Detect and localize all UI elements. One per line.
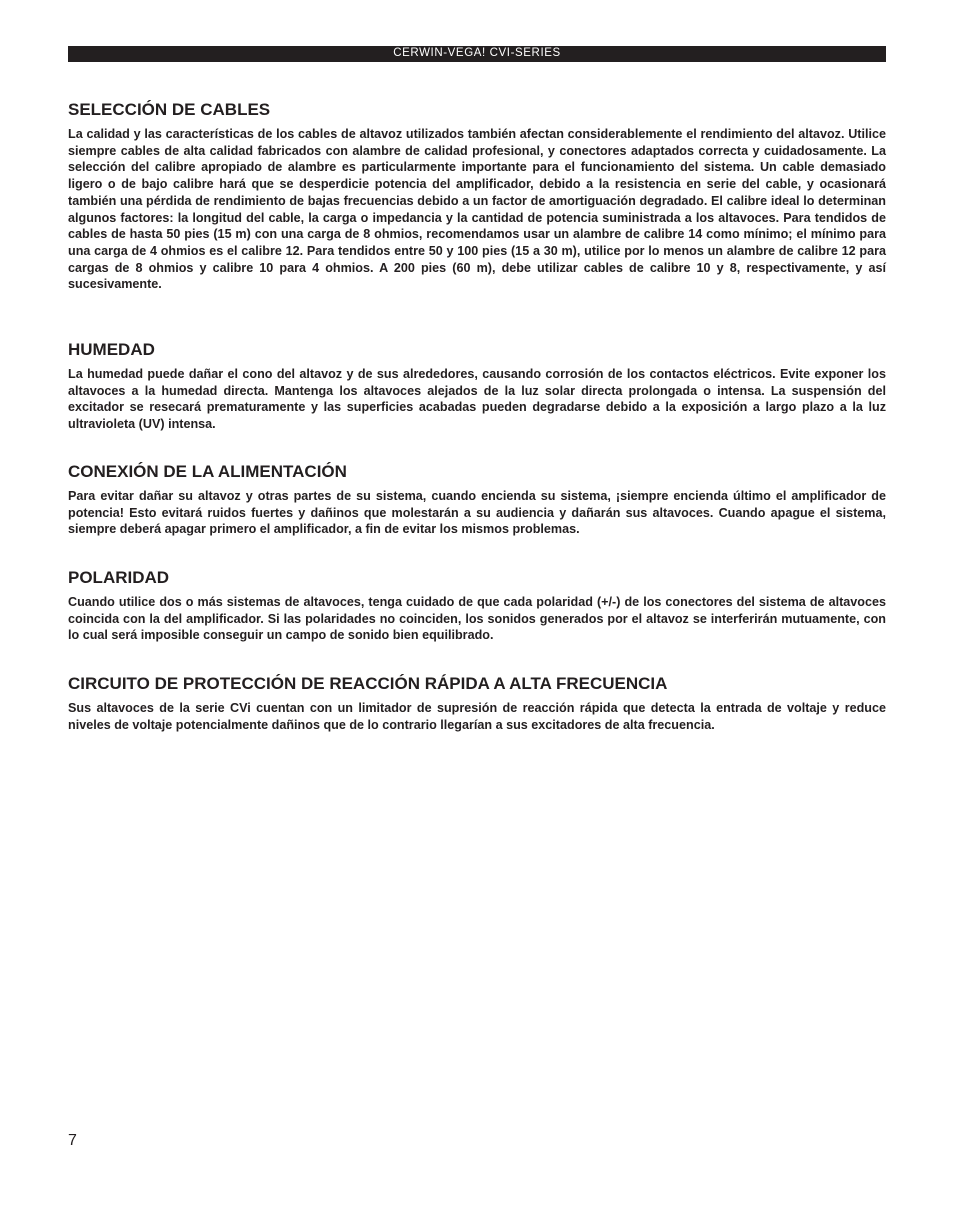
page-number: 7 <box>68 1132 77 1149</box>
section-heading: SELECCIÓN DE CABLES <box>68 100 271 119</box>
section-polarity <box>68 568 886 644</box>
section-heading: CONEXIÓN DE LA ALIMENTACIÓN <box>68 462 347 481</box>
section-body: Para evitar dañar su altavoz y otras partes de su sistema, cuando encienda su sistema, ¡siempre encienda último el amplificador de potencia! Esto evitará ruidos fuertes y dañinos que molestarán a su audiencia y dañarán sus altavoces. Cuando apague el sistema, siempre deberá apagar primero el amplificador, a fin de evitar los mismos problemas. <box>68 489 886 537</box>
section-body: Sus altavoces de la serie CVi cuentan con un limitador de supresión de reacción rápida que detecta la entrada de voltaje y reduce niveles de voltaje potencialmente dañinos que de lo contrario llegarían a sus excitadores de alta frecuencia. <box>68 701 886 732</box>
section-power-connection <box>68 462 886 538</box>
header-title: CERWIN-VEGA! CVI-SERIES <box>393 47 561 59</box>
section-cable-selection <box>68 100 886 293</box>
header-bar <box>68 46 886 62</box>
section-humidity <box>68 340 886 433</box>
section-body: Cuando utilice dos o más sistemas de altavoces, tenga cuidado de que cada polaridad (+/-) de los conectores del sistema de altavoces coincida con la del amplificador. Si las polaridades no coinciden, los sonidos generados por el altavoz se interferirán mutuamente, con lo cual será imposible conseguir un campo de sonido bien equilibrado. <box>68 595 886 643</box>
section-heading: CIRCUITO DE PROTECCIÓN DE REACCIÓN RÁPIDA A ALTA FRECUENCIA <box>68 674 668 693</box>
section-heading: HUMEDAD <box>68 340 155 359</box>
section-protection-circuit <box>68 674 886 733</box>
section-heading: POLARIDAD <box>68 568 170 587</box>
section-body: La calidad y las características de los cables de altavoz utilizados también afectan considerablemente el rendimiento del altavoz. Utilice siempre cables de alta calidad fabricados con alambre de calidad profesional, y conectores adaptados correcta y cuidadosamente. La selección del calibre apropiado de alambre es particularmente importante para el funcionamiento del sistema. Un cable demasiado ligero o de bajo calibre hará que se desperdicie potencia del amplificador, debido a la resistencia en serie del cable, y ocasionará también una pérdida de rendimiento de bajas frecuencias debido a un factor de amortiguación degradado. El calibre ideal lo determinan algunos factores: la longitud del cable, la carga o impedancia y la cantidad de potencia suministrada a los altavoces. Para tendidos de cables de hasta 50 pies (15 m) con una carga de 8 ohmios, recomendamos usar un alambre de calibre 14 como mínimo; el mínimo para una carga de 4 ohmios es el calibre 12. Para tendidos entre 50 y 100 pies (15 a 30 m), utilice por lo menos un alambre de calibre 12 para cargas de 8 ohmios y calibre 10 para 4 ohmios. A 200 pies (60 m), debe utilizar cables de calibre 10 y 8, respectivamente, y así sucesivamente. <box>68 127 886 292</box>
section-body: La humedad puede dañar el cono del altavoz y de sus alrededores, causando corrosión de los contactos eléctricos. Evite exponer los altavoces a la humedad directa. Mantenga los altavoces alejados de la luz solar directa prolongada o intensa. La suspensión del excitador se resecará prematuramente y las superficies acabadas pueden degradarse debido a la exposición a largo plazo a la luz ultravioleta (UV) intensa. <box>68 367 886 432</box>
